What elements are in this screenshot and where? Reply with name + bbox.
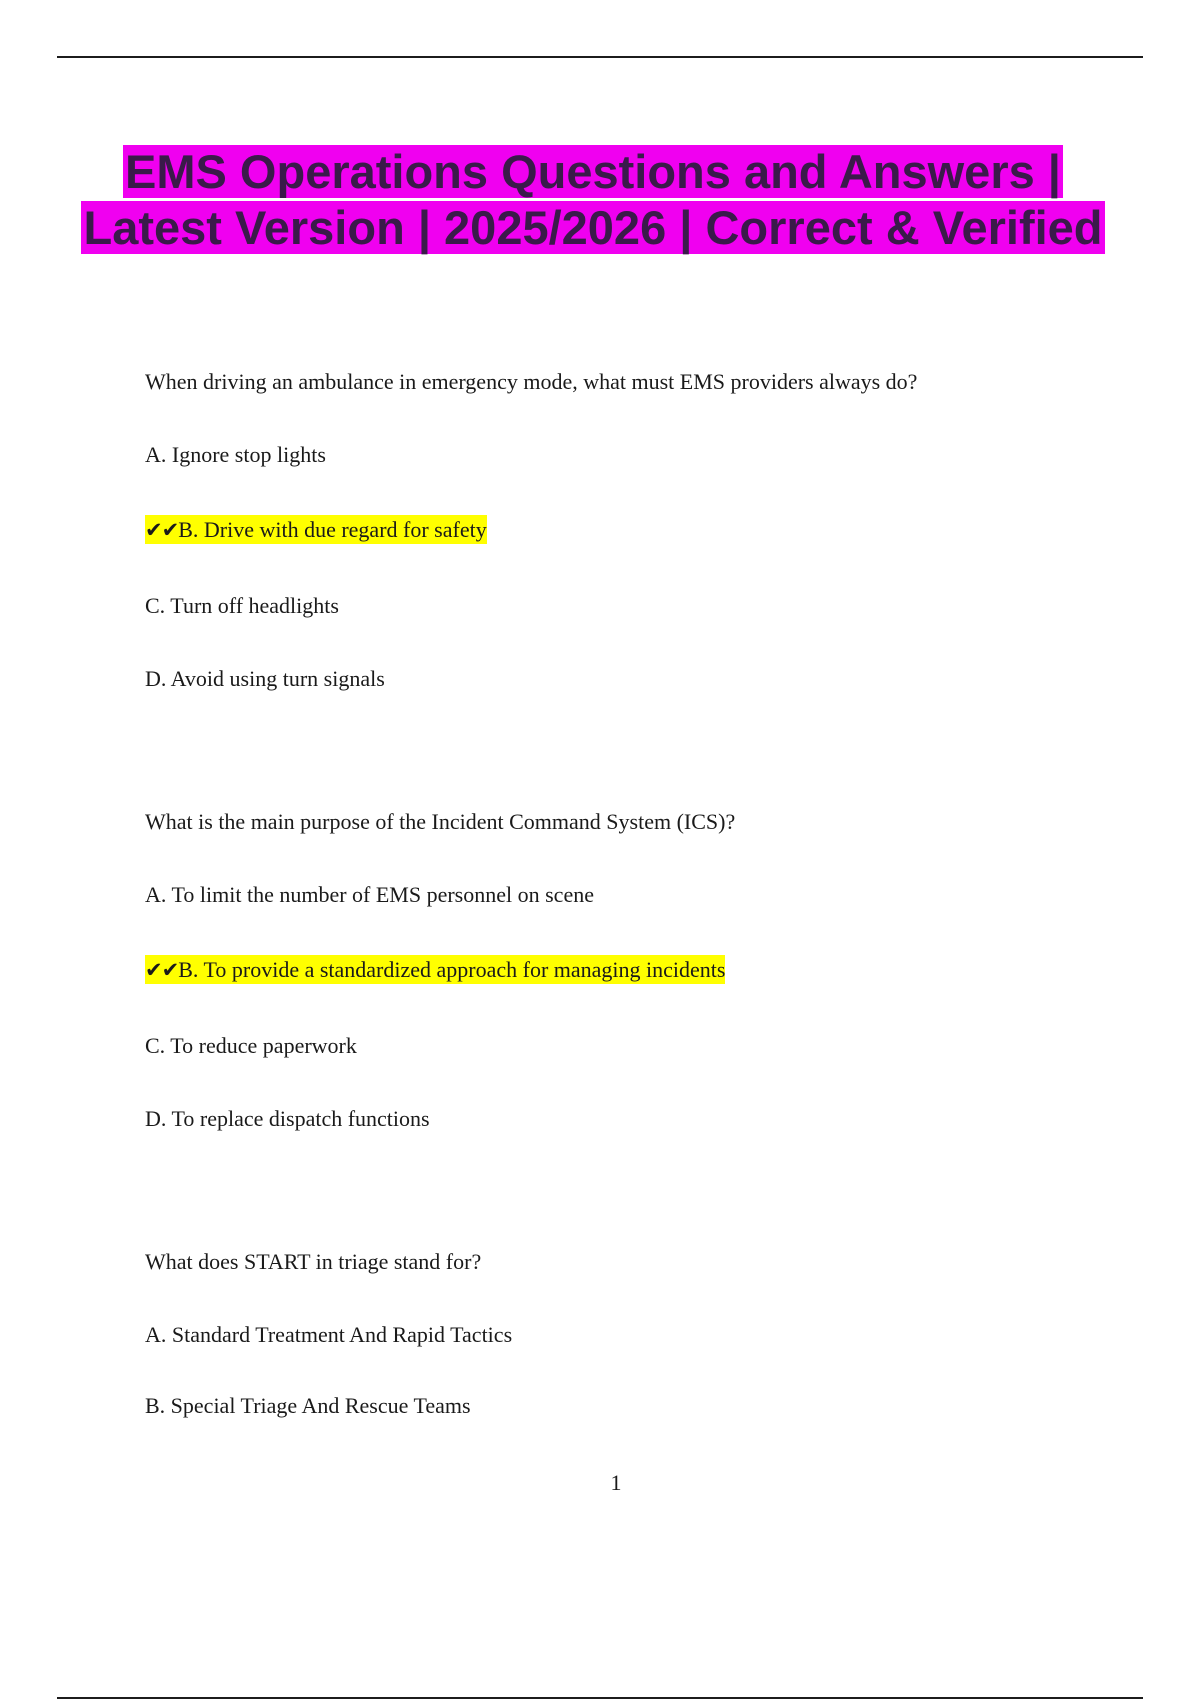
- q2-option-d: D. To replace dispatch functions: [145, 1106, 430, 1131]
- q1-option-a: A. Ignore stop lights: [145, 442, 326, 467]
- q1-option-d: D. Avoid using turn signals: [145, 666, 385, 691]
- q2-option-c: C. To reduce paperwork: [145, 1033, 357, 1058]
- question-2: What is the main purpose of the Incident Command System (ICS)?: [145, 809, 736, 834]
- check-mark-icon: ✔✔: [145, 958, 179, 982]
- q2-option-b-correct: [145, 955, 725, 985]
- q3-option-a: A. Standard Treatment And Rapid Tactics: [145, 1322, 513, 1347]
- title-text: EMS Operations Questions and Answers | Latest Version | 2025/2026 | Correct & Verified: [83, 145, 1103, 254]
- q2-option-a: A. To limit the number of EMS personnel on scene: [145, 882, 594, 907]
- q1-option-c: C. Turn off headlights: [145, 593, 339, 618]
- q2-option-b-text: B. To provide a standardized approach for managing incidents: [178, 957, 726, 982]
- question-1: When driving an ambulance in emergency mode, what must EMS providers always do?: [145, 369, 918, 394]
- q3-option-b: B. Special Triage And Rescue Teams: [145, 1393, 471, 1418]
- q1-option-b-text: B. Drive with due regard for safety: [178, 517, 487, 542]
- header-rule: [57, 56, 1143, 58]
- document-title: [80, 144, 1106, 256]
- question-3: What does START in triage stand for?: [145, 1249, 482, 1274]
- check-mark-icon: ✔✔: [145, 518, 179, 542]
- footer-rule: [57, 1697, 1143, 1699]
- page-number: 1: [610, 1470, 622, 1495]
- q1-option-b-correct: [145, 515, 487, 545]
